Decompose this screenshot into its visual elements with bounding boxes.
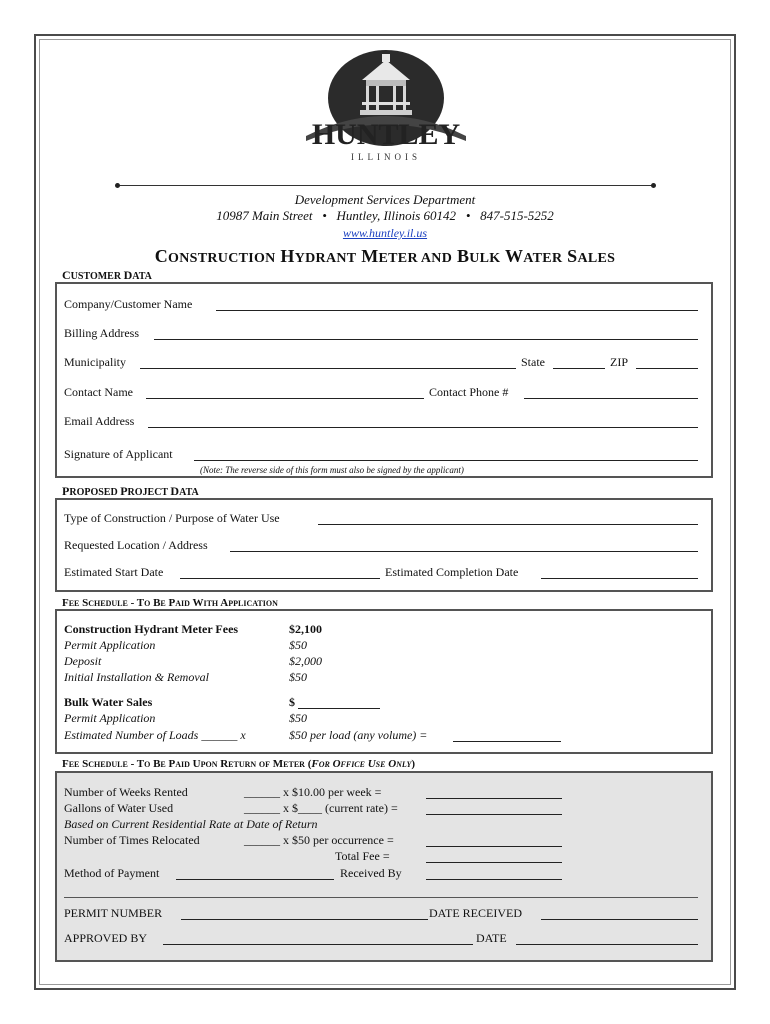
- state-field[interactable]: [553, 368, 605, 369]
- completion-date-field[interactable]: [541, 578, 698, 579]
- divider-dot-right: [651, 183, 656, 188]
- huntley-logo: [296, 46, 476, 171]
- municipality-label: Municipality: [64, 355, 126, 369]
- weeks-total-field[interactable]: [426, 798, 562, 799]
- approved-by-field[interactable]: [163, 944, 473, 945]
- construction-type-label: Type of Construction / Purpose of Water Use: [64, 511, 280, 525]
- billing-field[interactable]: [154, 339, 698, 340]
- total-fee-label: Total Fee =: [335, 849, 390, 863]
- municipality-field[interactable]: [140, 368, 516, 369]
- bulk-water-title: Bulk Water Sales: [64, 695, 153, 709]
- phone-number: 847-515-5252: [480, 208, 554, 223]
- return-fee-heading: Fee Schedule - To Be Paid Upon Return of Meter (For Office Use Only): [62, 758, 416, 770]
- start-date-label: Estimated Start Date: [64, 565, 164, 579]
- project-data-heading: PROPOSED PROJECT DATA: [62, 484, 199, 498]
- approved-by-label: APPROVED BY: [64, 931, 148, 945]
- bullet-2: •: [465, 208, 471, 223]
- gallons-total-field[interactable]: [426, 814, 562, 815]
- date-label: DATE: [476, 931, 507, 945]
- header-divider: [118, 185, 654, 186]
- per-load-label: $50 per load (any volume) =: [289, 728, 428, 742]
- customer-data-heading: CUSTOMER DATA: [62, 268, 152, 282]
- email-label: Email Address: [64, 414, 135, 428]
- contact-name-field[interactable]: [146, 398, 424, 399]
- fee-schedule-heading: Fee Schedule - To Be Paid With Application: [62, 597, 278, 609]
- contact-line: [0, 208, 770, 224]
- office-divider: [64, 897, 698, 898]
- start-date-field[interactable]: [180, 578, 380, 579]
- divider-dot-left: [115, 183, 120, 188]
- deposit-fee: $2,000: [289, 654, 322, 668]
- signature-note: (Note: The reverse side of this form must also be signed by the applicant): [200, 465, 464, 475]
- relocated-total-field[interactable]: [426, 846, 562, 847]
- gallons-rate: ______ x $____ (current rate) =: [244, 801, 398, 815]
- installation-label: Initial Installation & Removal: [64, 670, 209, 684]
- website-link[interactable]: www.huntley.il.us: [342, 226, 428, 240]
- gallons-label: Gallons of Water Used: [64, 801, 174, 815]
- email-field[interactable]: [148, 427, 698, 428]
- form-title: CONSTRUCTION HYDRANT METER AND BULK WATER SALES: [154, 246, 616, 266]
- bulk-permit-label: Permit Application: [64, 711, 156, 725]
- payment-method-field[interactable]: [176, 879, 334, 880]
- meter-fees-total: $2,100: [289, 622, 322, 636]
- city-state-zip: Huntley, Illinois 60142: [336, 208, 457, 223]
- payment-method-label: Method of Payment: [64, 866, 160, 880]
- weeks-rented-label: Number of Weeks Rented: [64, 785, 188, 799]
- zip-label: ZIP: [610, 355, 628, 369]
- logo-subtitle: ILLINOIS: [351, 152, 421, 162]
- signature-field[interactable]: [194, 460, 698, 461]
- contact-phone-field[interactable]: [524, 398, 698, 399]
- zip-field[interactable]: [636, 368, 698, 369]
- relocated-label: Number of Times Relocated: [64, 833, 200, 847]
- permit-number-field[interactable]: [181, 919, 428, 920]
- contact-name-label: Contact Name: [64, 385, 133, 399]
- completion-date-label: Estimated Completion Date: [385, 565, 519, 579]
- street-address: 10987 Main Street: [216, 208, 313, 223]
- location-label: Requested Location / Address: [64, 538, 208, 552]
- total-fee-field[interactable]: [426, 862, 562, 863]
- relocated-rate: ______ x $50 per occurrence =: [244, 833, 394, 847]
- state-label: State: [521, 355, 545, 369]
- deposit-label: Deposit: [64, 654, 102, 668]
- date-field[interactable]: [516, 944, 698, 945]
- date-received-label: DATE RECEIVED: [429, 906, 522, 920]
- billing-label: Billing Address: [64, 326, 140, 340]
- date-received-field[interactable]: [541, 919, 698, 920]
- logo-wordmark: HUNTLEY: [311, 118, 461, 151]
- meter-fees-title: Construction Hydrant Meter Fees: [64, 622, 239, 636]
- permit-number-label: PERMIT NUMBER: [64, 906, 163, 920]
- signature-label: Signature of Applicant: [64, 447, 173, 461]
- residential-rate-note: Based on Current Residential Rate at Date of Return: [64, 817, 318, 831]
- bullet-1: •: [322, 208, 327, 223]
- permit-application-fee: $50: [289, 638, 307, 652]
- construction-type-field[interactable]: [318, 524, 698, 525]
- loads-total-field[interactable]: [453, 741, 561, 742]
- weeks-rate: ______ x $10.00 per week =: [244, 785, 382, 799]
- bulk-water-total-field[interactable]: [298, 708, 380, 709]
- loads-label: Estimated Number of Loads ______ x: [64, 728, 246, 742]
- permit-application-label: Permit Application: [64, 638, 156, 652]
- location-field[interactable]: [230, 551, 698, 552]
- contact-phone-label: Contact Phone #: [429, 385, 509, 399]
- company-label: Company/Customer Name: [64, 297, 193, 311]
- received-by-field[interactable]: [426, 879, 562, 880]
- installation-fee: $50: [289, 670, 307, 684]
- website-line: [0, 226, 770, 241]
- bulk-permit-fee: $50: [289, 711, 307, 725]
- department-name: Development Services Department: [294, 192, 476, 207]
- company-field[interactable]: [216, 310, 698, 311]
- received-by-label: Received By: [340, 866, 402, 880]
- bulk-water-total: $: [289, 695, 295, 709]
